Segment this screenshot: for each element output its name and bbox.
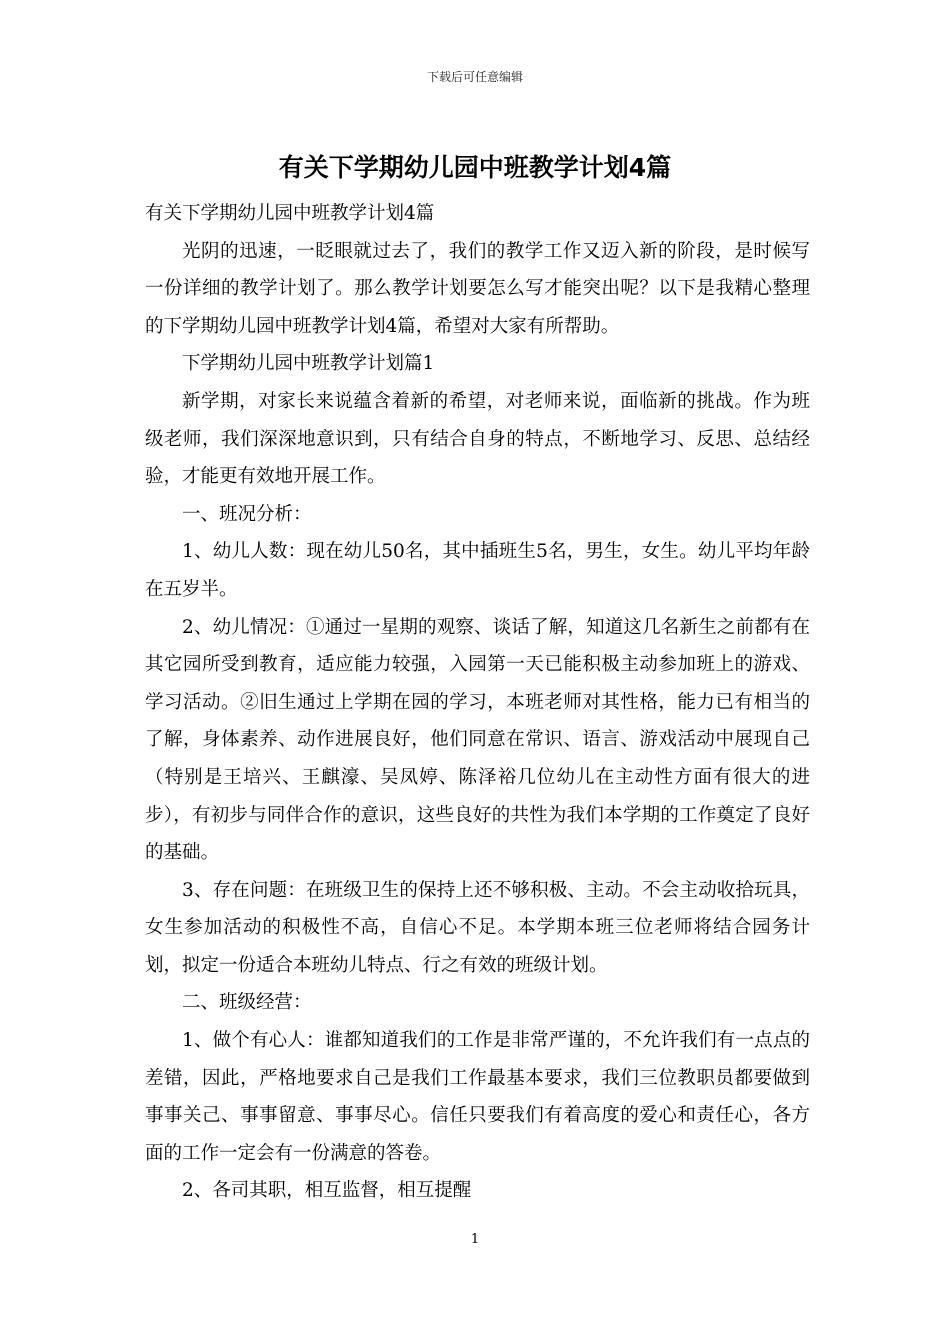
section-heading: 一、班况分析： <box>182 503 312 525</box>
page-number: 1 <box>470 1232 480 1247</box>
header-note: 下载后可任意编辑 <box>426 70 523 84</box>
paragraph: 3、存在问题：在班级卫生的保持上还不够积极、主动。不会主动收拾玩具，女生参加活动的积极性不高，自信心不足。本学期本班三位老师将结合园务计划，拟定一份适合本班幼儿特点、行之有效的班级计划。 <box>145 879 810 976</box>
paragraph: 2、各司其职，相互监督，相互提醒 <box>182 1180 472 1202</box>
paragraph: 1、幼儿人数：现在幼儿50名，其中插班生5名，男生，女生。幼儿平均年龄在五岁半。 <box>145 541 810 600</box>
paragraph: 新学期，对家长来说蕴含着新的希望，对老师来说，面临新的挑战。作为班级老师，我们深深地意识到，只有结合自身的特点，不断地学习、反思、总结经验，才能更有效地开展工作。 <box>145 390 810 488</box>
paragraph: 1、做个有心人：谁都知道我们的工作是非常严谨的，不允许我们有一点点的差错，因此，严格地要求自己是我们工作最基本要求，我们三位教职员都要做到事事关己、事事留意、事事尽心。信任只要我们有着高度的爱心和责任心，各方面的工作一定会有一份满意的答卷。 <box>145 1030 810 1164</box>
section-heading: 二、班级经营： <box>182 992 312 1014</box>
document-body <box>145 195 810 1210</box>
document-title: 有关下学期幼儿园中班教学计划4篇 <box>278 153 672 182</box>
section-heading: 下学期幼儿园中班教学计划篇1 <box>182 353 435 375</box>
paragraph: 有关下学期幼儿园中班教学计划4篇 <box>145 203 435 224</box>
paragraph: 光阴的迅速，一眨眼就过去了，我们的教学工作又迈入新的阶段，是时候写一份详细的教学计划了。那么教学计划要怎么写才能突出呢？以下是我精心整理的下学期幼儿园中班教学计划4篇，希望对大家有所帮助。 <box>145 240 810 337</box>
paragraph: 2、幼儿情况：①通过一星期的观察、谈话了解，知道这几名新生之前都有在其它园所受到教育，适应能力较强，入园第一天已能积极主动参加班上的游戏、学习活动。②旧生通过上学期在园的学习，本班老师对其性格，能力已有相当的了解，身体素养、动作进展良好，他们同意在常识、语言、游戏活动中展现自己（特别是王培兴、王麒濠、吴凤婷、陈泽裕几位幼儿在主动性方面有很大的进步），有初步与同伴合作的意识，这些良好的共性为我们本学期的工作奠定了良好的基础。 <box>145 616 810 864</box>
